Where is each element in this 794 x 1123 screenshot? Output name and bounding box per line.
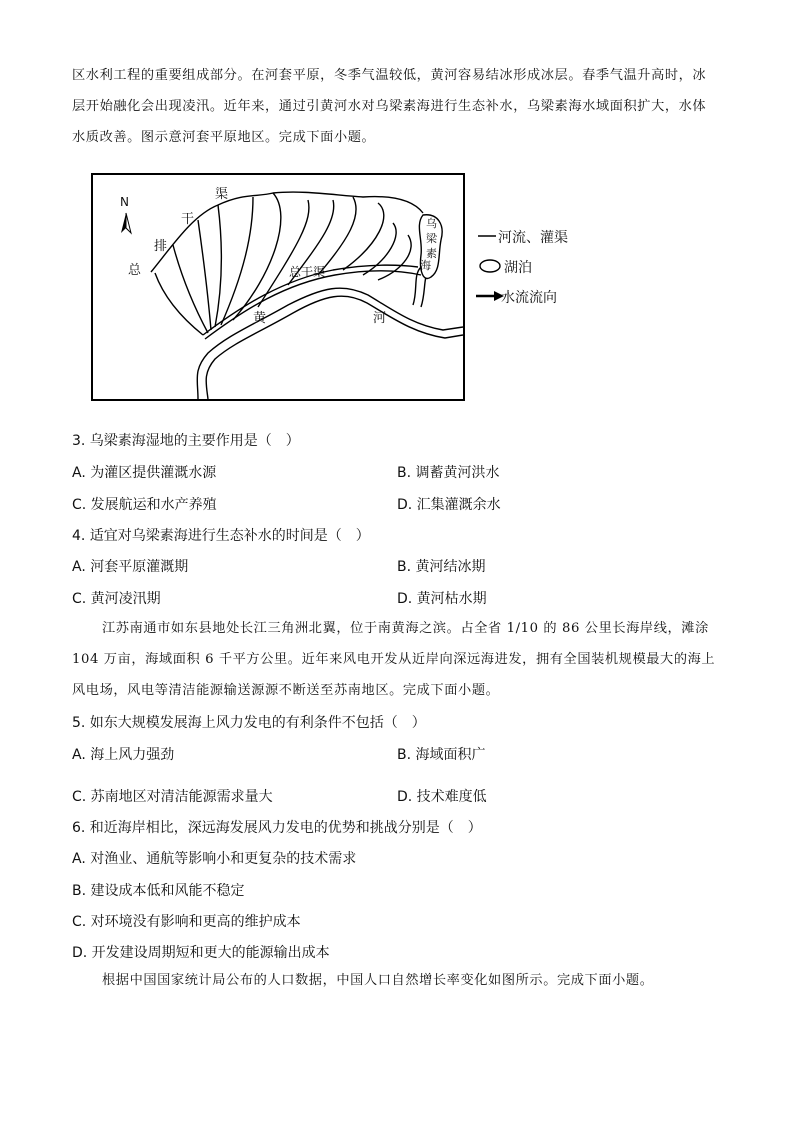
intro3-line: 根据中国国家统计局公布的人口数据，中国人口自然增长率变化如图所示。完成下面小题。 xyxy=(102,973,654,988)
q3-option-c[interactable]: C. 发展航运和水产养殖 xyxy=(72,497,217,513)
intro-paragraph-3 xyxy=(72,965,722,996)
north-arrow-icon xyxy=(121,213,131,233)
legend-river xyxy=(476,226,596,248)
map-drawing xyxy=(93,175,463,399)
legend-lake xyxy=(476,256,576,278)
main-canal-label: 总干渠 xyxy=(289,265,326,279)
intro2-line: 风电场，风电等清洁能源输送源源不断送至苏南地区。完成下面小题。 xyxy=(72,683,500,698)
q3-option-d[interactable]: D. 汇集灌溉余水 xyxy=(397,497,501,513)
north-label: N xyxy=(120,195,129,209)
lake-char: 素 xyxy=(426,247,437,260)
legend-label: 河流、灌渠 xyxy=(498,230,568,246)
intro-line: 区水利工程的重要组成部分。在河套平原，冬季气温较低，黄河容易结冰形成冰层。春季气温升高时，冰 xyxy=(72,68,707,83)
legend-flow xyxy=(474,286,584,308)
intro2-line: 江苏南通市如东县地处长江三角洲北翼，位于南黄海之滨。占全省 1/10 的 86 公里长海岸线，滩涂 xyxy=(102,621,709,636)
lake-char: 乌 xyxy=(426,217,437,230)
question-6-stem: 6. 和近海岸相比，深远海发展风力发电的优势和挑战分别是（ ） xyxy=(72,820,482,836)
lake-char: 梁 xyxy=(426,232,437,245)
q4-option-d[interactable]: D. 黄河枯水期 xyxy=(397,591,487,607)
q4-option-b[interactable]: B. 黄河结冰期 xyxy=(397,559,486,575)
q6-option-c[interactable]: C. 对环境没有影响和更高的维护成本 xyxy=(72,914,301,930)
q6-option-d[interactable]: D. 开发建设周期短和更大的能源输出成本 xyxy=(72,945,330,961)
intro2-line: 104 万亩，海域面积 6 千平方公里。近年来风电开发从近岸向深远海进发，拥有全国装机规模最大的海上 xyxy=(72,652,716,667)
legend-label: 水流流向 xyxy=(501,290,557,306)
river-char: 河 xyxy=(373,311,387,326)
intro-line: 水质改善。图示意河套平原地区。完成下面小题。 xyxy=(72,130,376,145)
q5-option-c[interactable]: C. 苏南地区对清洁能源需求量大 xyxy=(72,789,273,805)
q5-option-a[interactable]: A. 海上风力强劲 xyxy=(72,747,175,763)
question-3-stem: 3. 乌梁素海湿地的主要作用是（ ） xyxy=(72,433,300,449)
q6-option-b[interactable]: B. 建设成本低和风能不稳定 xyxy=(72,883,245,899)
river-char: 黄 xyxy=(253,311,267,326)
q5-option-b[interactable]: B. 海域面积广 xyxy=(397,747,486,763)
river-line-icon xyxy=(476,226,500,246)
q4-option-c[interactable]: C. 黄河凌汛期 xyxy=(72,591,161,607)
q3-option-b[interactable]: B. 调蓄黄河洪水 xyxy=(397,465,500,481)
q3-option-a[interactable]: A. 为灌区提供灌溉水源 xyxy=(72,465,217,481)
canal-char: 渠 xyxy=(215,187,229,202)
intro-paragraph xyxy=(72,60,722,153)
canal-char: 干 xyxy=(181,212,195,227)
intro-paragraph-2 xyxy=(72,613,722,706)
canal-char: 总 xyxy=(128,263,142,278)
question-4-stem: 4. 适宜对乌梁素海进行生态补水的时间是（ ） xyxy=(72,528,370,544)
q5-option-d[interactable]: D. 技术难度低 xyxy=(397,789,487,805)
lake-char: 海 xyxy=(420,259,431,272)
lake-icon xyxy=(476,256,506,276)
hetao-plain-map xyxy=(91,173,465,401)
canal-char: 排 xyxy=(154,239,168,254)
legend-label: 湖泊 xyxy=(504,260,532,276)
q6-option-a[interactable]: A. 对渔业、通航等影响小和更复杂的技术需求 xyxy=(72,851,357,867)
question-5-stem: 5. 如东大规模发展海上风力发电的有利条件不包括（ ） xyxy=(72,715,426,731)
intro-line: 层开始融化会出现凌汛。近年来，通过引黄河水对乌梁素海进行生态补水，乌梁素海水域面积扩大，水体 xyxy=(72,99,707,114)
q4-option-a[interactable]: A. 河套平原灌溉期 xyxy=(72,559,189,575)
